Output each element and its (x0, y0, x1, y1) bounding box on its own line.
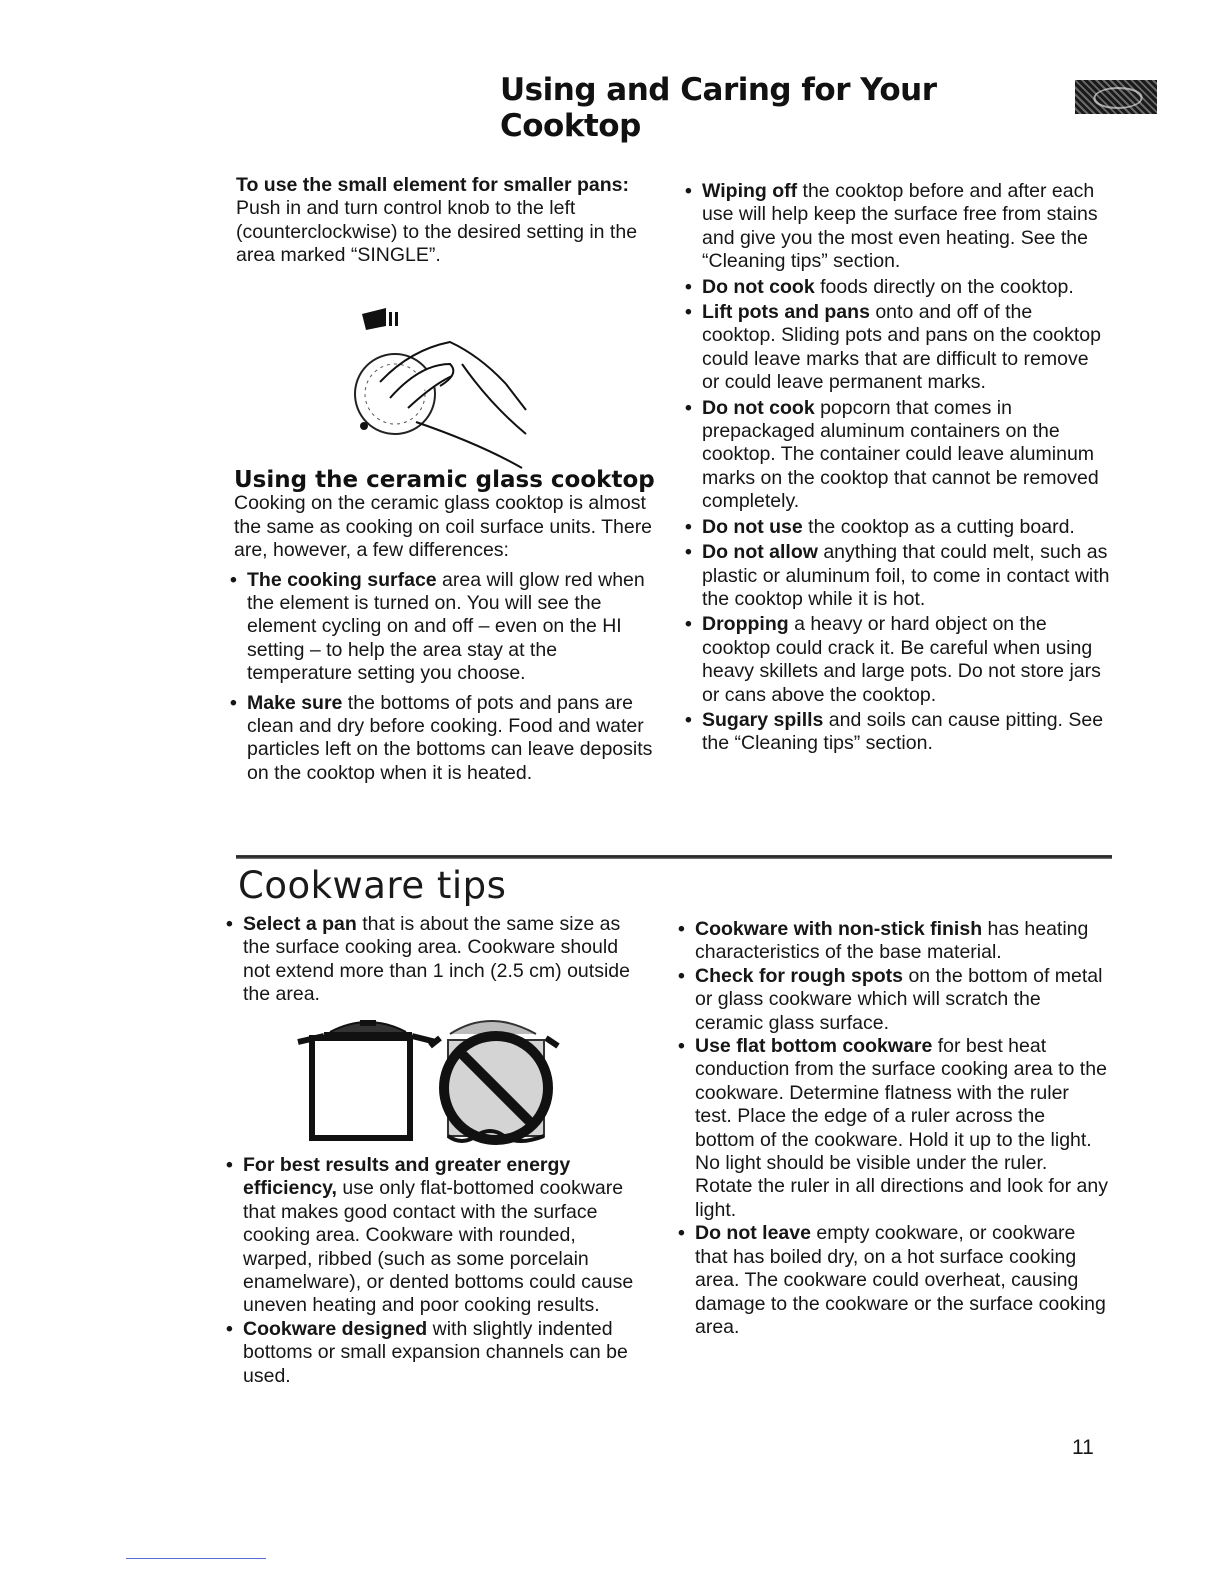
bullet-text: onto and off of the cooktop. Sliding pots and pans on the cooktop could leave marks that are difficult to remove or could leave permanent marks. (702, 301, 1101, 394)
cooktop-care-list (685, 180, 1110, 758)
cookware-tips-heading: Cookware tips (238, 864, 507, 907)
cookware-right (678, 918, 1108, 1341)
small-element-text: Push in and turn control knob to the left (counterclockwise) to the desired setting in the area marked “SINGLE”. (236, 197, 638, 267)
bullet-bold: Do not use (702, 515, 803, 538)
list-item (678, 1222, 1108, 1339)
list-item (678, 918, 1108, 965)
ceramic-bullet (230, 692, 660, 786)
bullet-text: foods directly on the cooktop. (814, 275, 1074, 298)
bullet-bold: Check for rough spots (695, 964, 904, 987)
small-element-heading: To use the small element for smaller pans: (236, 174, 630, 196)
bullet-text: has heating characteristics of the base material. (695, 918, 1089, 964)
bullet-text: the cooktop as a cutting board. (802, 515, 1075, 538)
bullet-bold: Do not cook (702, 275, 815, 298)
bullet-bold: Wiping off (702, 180, 798, 202)
list-item (685, 516, 1110, 539)
bullet-bold: Cookware with non-stick finish (695, 918, 983, 940)
bullet-text: for best heat conduction from the surface cooking area to the cookware. Determine flatness with the ruler test. Place the edge of a ruler across the bottom of the cookware. Hold it up to the light. No light should be visible under the ruler. Rotate the ruler in all directions and look for any light. (695, 1035, 1108, 1221)
bullet-text: the cooktop before and after each use will help keep the surface free from stains and give you the most even heating. See the “Cleaning tips” section. (702, 180, 1098, 273)
bullet-bold: Lift pots and pans (702, 301, 870, 324)
bullet-bold: Make sure (247, 691, 343, 714)
pot-comparison-icon (290, 1012, 570, 1152)
bullet-text: a heavy or hard object on the cooktop could crack it. Be careful when using heavy skillets and large pots. Do not store jars or cans above the cooktop. (702, 613, 1101, 706)
list-item (685, 613, 1110, 707)
list-item (685, 397, 1110, 514)
list-item (685, 276, 1110, 299)
bullet-text: anything that could melt, such as plastic or aluminum foil, to come in contact with the cooktop while it is hot. (702, 541, 1110, 610)
list-item (685, 180, 1110, 274)
control-knob-hand-icon (350, 304, 540, 474)
bullet-text: that is about the same size as the surface cooking area. Cookware should not extend more than 1 inch (2.5 cm) outside the area. (243, 913, 630, 1006)
cookware-left-top (226, 913, 646, 1009)
list-item (226, 1318, 646, 1388)
list-item (685, 709, 1110, 756)
bullet-bold: Sugary spills (702, 708, 824, 731)
section-divider (236, 855, 1112, 859)
footer-line (126, 1558, 266, 1559)
cookware-left-bottom (226, 1154, 646, 1390)
bullet-text: empty cookware, or cookware that has boiled dry, on a hot surface cooking area. The cookware could overheat, causing damage to the cookware or the surface cooking area. (695, 1222, 1106, 1338)
bullet-text: area will glow red when the element is turned on. You will see the element cycling on and off – even on the HI setting – to help the area stay at the temperature setting you choose. (247, 568, 645, 685)
list-item (678, 1035, 1108, 1222)
bullet-text: use only flat-bottomed cookware that makes good contact with the surface cooking area. Cookware with rounded, warped, ribbed (such as some porcelain enamelware), or dented bottoms could cause uneven heating and poor cooking results. (243, 1177, 634, 1317)
ceramic-bullet (230, 569, 660, 686)
bullet-bold: Select a pan (243, 913, 357, 935)
ceramic-intro: Cooking on the ceramic glass cooktop is almost the same as cooking on coil surface units. There are, however, a few differences: (234, 492, 653, 562)
list-item (226, 1154, 646, 1318)
bullet-bold: Do not leave (695, 1222, 811, 1245)
bullet-bold: The cooking surface (247, 568, 437, 591)
ceramic-section (230, 469, 660, 787)
small-element-section (236, 174, 656, 268)
bullet-text: the bottoms of pots and pans are clean and dry before cooking. Food and water particles left on the bottoms can leave deposits on the cooktop when it is heated. (247, 691, 653, 784)
bullet-text: and soils can cause pitting. See the “Cleaning tips” section. (702, 708, 1104, 755)
bullet-text: with slightly indented bottoms or small expansion channels can be used. (243, 1317, 628, 1387)
page-header-title: Using and Caring for Your Cooktop (500, 72, 937, 144)
list-item (226, 913, 646, 1007)
bullet-bold: Use flat bottom cookware (695, 1035, 933, 1058)
list-item (685, 541, 1110, 611)
list-item (685, 301, 1110, 395)
bullet-bold: Cookware designed (243, 1317, 428, 1340)
bullet-bold: Do not cook (702, 396, 815, 419)
bullet-bold: Do not allow (702, 541, 818, 564)
bullet-text: on the bottom of metal or glass cookware which will scratch the ceramic glass surface. (695, 964, 1103, 1034)
bullet-bold: For best results and greater energy efficiency, (243, 1154, 571, 1200)
list-item (678, 965, 1108, 1035)
brand-logo-icon (1075, 80, 1157, 114)
bullet-text: popcorn that comes in prepackaged aluminum containers on the cooktop. The container could leave aluminum marks on the cooktop that cannot be removed completely. (702, 396, 1099, 513)
page-number: 11 (1072, 1436, 1094, 1459)
ceramic-heading: Using the ceramic glass cooktop (234, 467, 655, 493)
bullet-bold: Dropping (702, 613, 789, 636)
